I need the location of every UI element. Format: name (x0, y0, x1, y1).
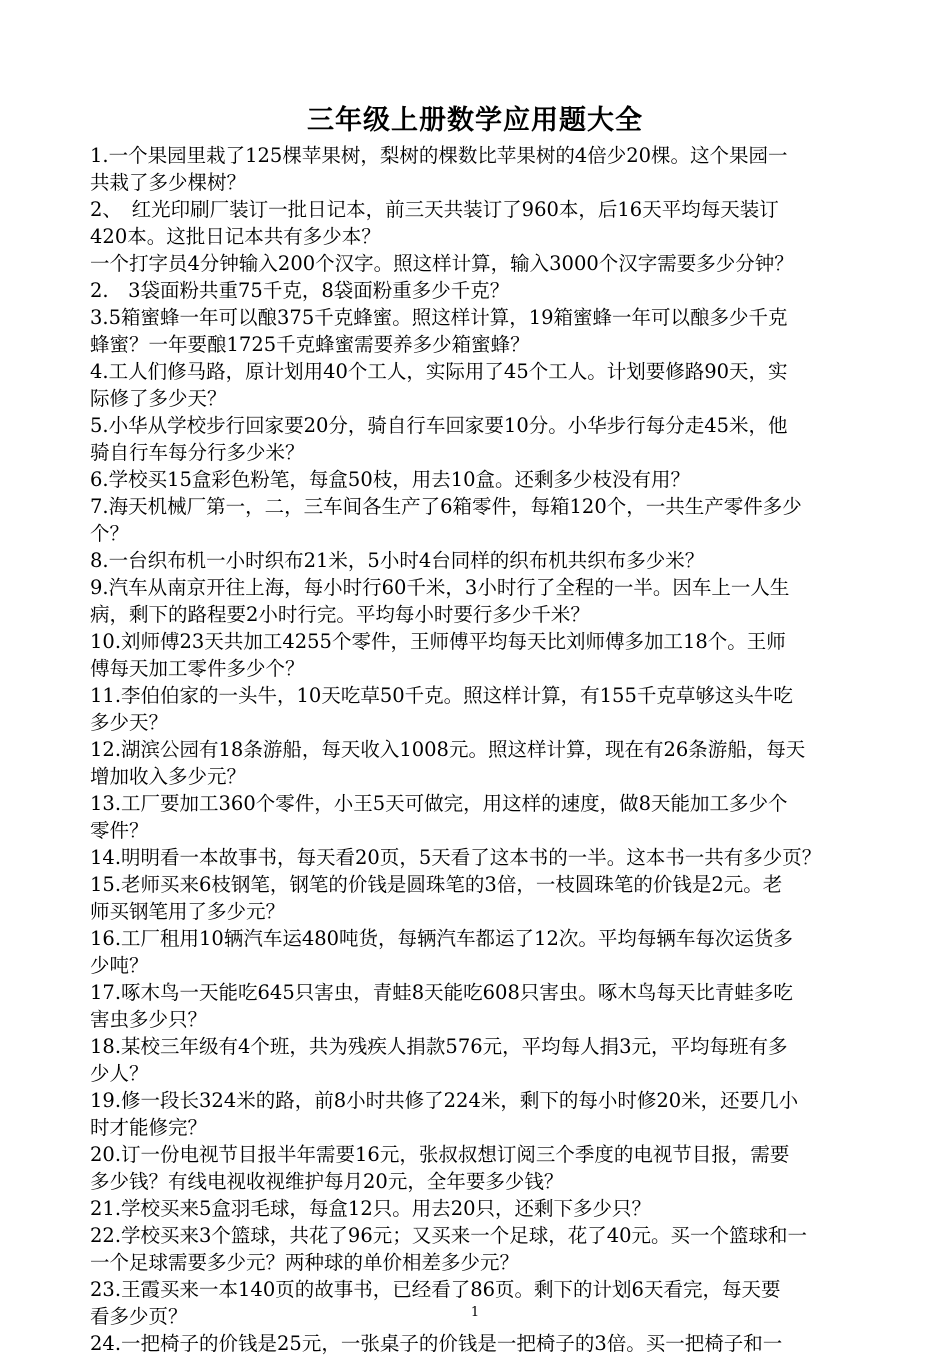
text-line: 24.一把椅子的价钱是25元，一张桌子的价钱是一把椅子的3倍。买一把椅子和一 (90, 1332, 783, 1355)
text-line: 12.湖滨公园有18条游船，每天收入1008元。照这样计算，现在有26条游船，每天 (90, 738, 806, 761)
text-line: 1.一个果园里栽了125棵苹果树，梨树的棵数比苹果树的4倍少20棵。这个果园一 (90, 144, 788, 167)
text-line: 6.学校买15盒彩色粉笔，每盒50枝，用去10盒。还剩多少枝没有用？ (90, 468, 691, 491)
text-line: 15.老师买来6枝钢笔，钢笔的价钱是圆珠笔的3倍，一枝圆珠笔的价钱是2元。老 (90, 873, 783, 896)
text-line: 少吨？ (90, 954, 149, 977)
text-line: 害虫多少只？ (90, 1008, 208, 1031)
text-line: 一个打字员4分钟输入200个汉字。照这样计算，输入3000个汉字需要多少分钟？ (90, 252, 794, 275)
text-line: 10.刘师傅23天共加工4255个零件，王师傅平均每天比刘师傅多加工18个。王师 (90, 630, 786, 653)
text-line: 骑自行车每分行多少米？ (90, 441, 305, 464)
text-line: 3.5箱蜜蜂一年可以酿375千克蜂蜜。照这样计算，19箱蜜蜂一年可以酿多少千克 (90, 306, 788, 329)
text-line: 4.工人们修马路，原计划用40个工人，实际用了45个工人。计划要修路90天，实 (90, 360, 788, 383)
problem-list (90, 142, 890, 1357)
text-line: 增加收入多少元？ (90, 765, 247, 788)
text-line: 多少天？ (90, 711, 169, 734)
text-line: 9.汽车从南京开往上海，每小时行60千米，3小时行了全程的一半。因车上一人生 (90, 576, 790, 599)
text-line: 少人？ (90, 1062, 149, 1085)
text-line: 16.工厂租用10辆汽车运480吨货，每辆汽车都运了12次。平均每辆车每次运货多 (90, 927, 793, 950)
text-line: 7.海天机械厂第一，二，三车间各生产了6箱零件，每箱120个，一共生产零件多少 (90, 495, 802, 518)
text-line: 14.明明看一本故事书，每天看20页，5天看了这本书的一半。这本书一共有多少页？ (90, 846, 822, 869)
text-line: 2、 红光印刷厂装订一批日记本，前三天共装订了960本，后16天平均每天装订 (90, 198, 779, 221)
text-line: 23.王霞买来一本140页的故事书，已经看了86页。剩下的计划6天看完，每天要 (90, 1278, 781, 1301)
text-line: 际修了多少天？ (90, 387, 227, 410)
text-line: 一个足球需要多少元？两种球的单价相差多少元？ (90, 1251, 520, 1274)
text-line: 18.某校三年级有4个班，共为残疾人捐款576元，平均每人捐3元，平均每班有多 (90, 1035, 788, 1058)
text-line: 多少钱？有线电视收视维护每月20元，全年要多少钱？ (90, 1170, 564, 1193)
text-line: 傅每天加工零件多少个？ (90, 657, 305, 680)
text-line: 看多少页？ (90, 1305, 188, 1328)
text-line: 17.啄木鸟一天能吃645只害虫，青蛙8天能吃608只害虫。啄木鸟每天比青蛙多吃 (90, 981, 793, 1004)
page-number: 1 (470, 1305, 480, 1320)
text-line: 病，剩下的路程要2小时行完。平均每小时要行多少千米？ (90, 603, 590, 626)
text-line: 11.李伯伯家的一头牛，10天吃草50千克。照这样计算，有155千克草够这头牛吃 (90, 684, 793, 707)
text-line: 20.订一份电视节目报半年需要16元，张叔叔想订阅三个季度的电视节目报，需要 (90, 1143, 790, 1166)
text-line: 蜂蜜？一年要酿1725千克蜂蜜需要养多少箱蜜蜂？ (90, 333, 530, 356)
text-line: 19.修一段长324米的路，前8小时共修了224米，剩下的每小时修20米，还要几小 (90, 1089, 799, 1112)
text-line: 5.小华从学校步行回家要20分，骑自行车回家要10分。小华步行每分走45米，他 (90, 414, 788, 437)
text-line: 共栽了多少棵树？ (90, 171, 247, 194)
text-line: 2. 3袋面粉共重75千克，8袋面粉重多少千克？ (90, 279, 510, 302)
text-line: 时才能修完？ (90, 1116, 208, 1139)
text-line: 8.一台织布机一小时织布21米，5小时4台同样的织布机共织布多少米？ (90, 549, 705, 572)
text-line: 13.工厂要加工360个零件，小王5天可做完，用这样的速度，做8天能加工多少个 (90, 792, 788, 815)
page-title: 三年级上册数学应用题大全 (307, 105, 643, 136)
text-line: 21.学校买来5盒羽毛球，每盒12只。用去20只，还剩下多少只？ (90, 1197, 652, 1220)
text-line: 个？ (90, 522, 130, 545)
text-line: 零件？ (90, 819, 149, 842)
text-line: 22.学校买来3个篮球，共花了96元；又买来一个足球，花了40元。买一个篮球和一 (90, 1224, 808, 1247)
text-line: 420本。这批日记本共有多少本？ (90, 225, 381, 248)
text-line: 师买钢笔用了多少元？ (90, 900, 286, 923)
